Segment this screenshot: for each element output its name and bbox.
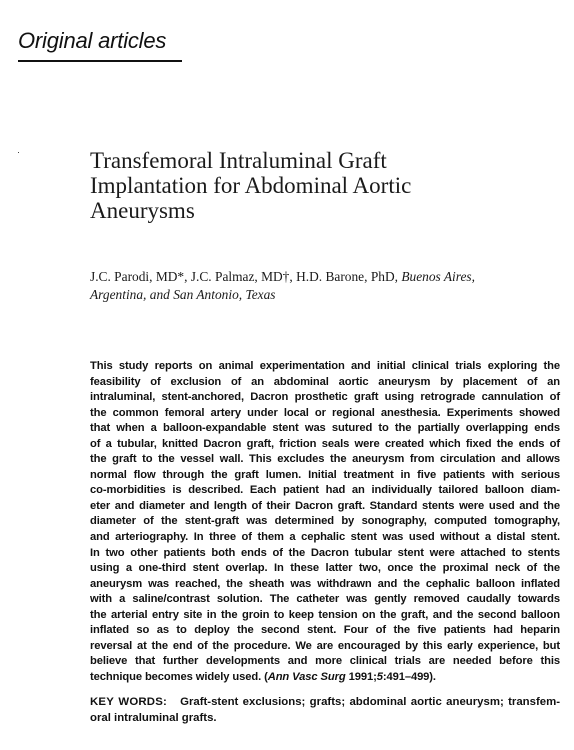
abstract-line: the common femoral artery under local or regional anesthesia. Experiments showed bbox=[90, 406, 560, 419]
abstract-line: diameter of the stent-graft was determined by sonography, computed tomography, bbox=[90, 515, 560, 528]
keywords bbox=[90, 694, 560, 726]
abstract-line: with a saline/contrast solution. The catheter was gently removed caudally towards bbox=[90, 593, 560, 606]
citation-year: 1991; bbox=[345, 670, 377, 683]
abstract-line: using a one-third stent overlap. In these latter two, once the proximal neck of the bbox=[90, 562, 560, 575]
citation-journal: Ann Vasc Surg bbox=[267, 670, 346, 683]
author-place-1: Buenos Aires, bbox=[401, 269, 475, 284]
abstract-line-start: technique becomes widely used. ( bbox=[90, 670, 268, 683]
abstract-line: and arteriography. In three of them a cephalic stent was used without a distal stent. bbox=[90, 531, 560, 544]
title-line: Aneurysms bbox=[90, 198, 195, 223]
author-place-2: Argentina, and San Antonio, Texas bbox=[90, 287, 276, 302]
abstract bbox=[90, 359, 560, 685]
authors-line-2 bbox=[90, 286, 560, 304]
citation-volume: 5 bbox=[376, 670, 383, 683]
title-line: Implantation for Abdominal Aortic bbox=[90, 173, 412, 198]
abstract-line: feasibility of exclusion of an abdominal aortic aneurysm by placement of an bbox=[90, 375, 560, 388]
abstract-line: the arterial entry site in the groin to keep tension on the graft, and the second balloon bbox=[90, 608, 560, 621]
keywords-text-1: Graft-stent exclusions; grafts; abdominal aortic aneurysm; transfem- bbox=[180, 696, 561, 708]
citation-pages: :491–499). bbox=[382, 670, 436, 683]
keywords-label: KEY WORDS: bbox=[90, 696, 168, 708]
abstract-line: This study reports on animal experimentation and initial clinical trials exploring the bbox=[90, 360, 560, 372]
abstract-line: inflated so as to deploy the second stent. Four of the five patients had heparin bbox=[90, 624, 560, 637]
abstract-line: aneurysm was reached, the sheath was withdrawn and the cephalic balloon inflated bbox=[90, 577, 560, 590]
abstract-line: believe that further developments and more clinical trials are needed before this bbox=[90, 655, 560, 668]
section-label: Original articles bbox=[18, 30, 182, 62]
title-line: Transfemoral Intraluminal Graft bbox=[90, 148, 387, 173]
authors-line-1 bbox=[90, 268, 560, 286]
abstract-line: of a tubular, knitted Dacron graft, friction seals were created which fixed the ends of bbox=[90, 437, 560, 450]
author-affiliation bbox=[90, 268, 560, 304]
author-names: J.C. Parodi, MD*, J.C. Palmaz, MD†, H.D. Barone, PhD, bbox=[90, 269, 402, 284]
keywords-line-2: oral intraluminal grafts. bbox=[90, 712, 217, 724]
abstract-last-line bbox=[90, 670, 560, 686]
abstract-line: normal flow through the graft lumen. Initial treatment in five patients with serious bbox=[90, 468, 560, 481]
abstract-line: reversal at the end of the procedure. We are encouraged by this early experience, but bbox=[90, 639, 560, 652]
abstract-line: intraluminal, stent-anchored, Dacron prosthetic graft using retrograde cannulation of bbox=[90, 391, 560, 404]
abstract-line: that when a balloon-expandable stent was sutured to the partially overlapping ends bbox=[90, 422, 560, 435]
article-title bbox=[90, 148, 550, 223]
abstract-line: In two other patients both ends of the Dacron tubular stent were attached to stents bbox=[90, 546, 560, 559]
abstract-line: eter and diameter and length of their Dacron graft. Standard stents were used and the bbox=[90, 499, 560, 512]
scan-speck bbox=[18, 152, 19, 153]
keywords-line-1 bbox=[90, 694, 560, 710]
abstract-line: the graft to the vessel wall. This excludes the aneurysm from circulation and allows bbox=[90, 453, 560, 466]
abstract-line: co-morbidities is described. Each patient had an individually tailored balloon diam- bbox=[90, 484, 560, 497]
